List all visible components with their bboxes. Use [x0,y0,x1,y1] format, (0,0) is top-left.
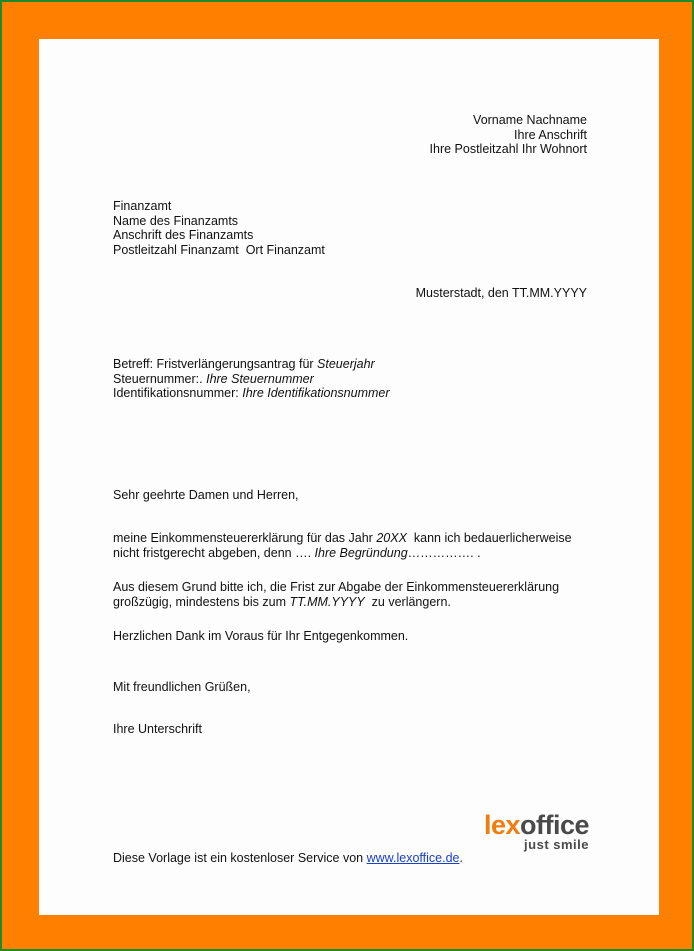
salutation [113,488,299,503]
date-text: Musterstadt, den TT.MM.YYYY [415,286,587,300]
para1-text-d: ……………. . [407,545,481,560]
id-label: Identifikationsnummer: [113,386,243,400]
para2-line-1: Aus diesem Grund bitte ich, die Frist zur Abgabe der Einkommensteuererklärung [113,580,560,594]
subject-steuernummer [113,372,390,387]
para1-reason: Ihre Begründung [314,545,408,560]
lexoffice-logo [444,812,589,852]
steuernummer-value: Ihre Steuernummer [206,371,314,386]
para2-date: TT.MM.YYYY [289,594,365,609]
recipient-line-3: Anschrift des Finanzamts [113,228,254,242]
footer-link[interactable]: www.lexoffice.de [366,851,460,865]
footer [113,851,463,866]
recipient-block [113,199,325,257]
para1-year: 20XX [376,531,407,545]
signature-text: Ihre Unterschrift [113,722,202,736]
recipient-line-4: Postleitzahl Finanzamt Ort Finanzamt [113,242,325,257]
paragraph-1 [113,531,572,560]
closing [113,680,251,695]
salutation-text: Sehr geehrte Damen und Herren, [113,488,299,502]
letter-page [39,39,659,915]
logo-office: office [519,810,589,840]
para1-line-1 [113,531,572,546]
footer-line [113,851,463,866]
subject-id [113,386,390,401]
signature [113,722,202,737]
para2-text-b: großzügig, mindestens bis zum [113,594,290,609]
closing-text: Mit freundlichen Grüßen, [113,680,251,694]
subject-betreff [113,357,390,372]
sender-block [430,113,587,157]
thanks [113,629,408,644]
recipient-line-2: Name des Finanzamts [113,213,239,228]
betreff-label: Betreff: Fristverlängerungsantrag für [113,357,318,371]
id-value: Ihre Identifikationsnummer [242,386,390,400]
para1-text-a: meine Einkommensteuererklärung für das Jahr [113,531,377,545]
recipient-line-1: Finanzamt [113,199,172,213]
para1-text-b: kann ich bedauerlicherweise [406,531,572,545]
sender-city: Ihre Postleitzahl Ihr Wohnort [429,142,587,156]
para1-text-c: nicht fristgerecht abgeben, denn …. [113,545,315,560]
para2-line-2 [113,595,559,610]
sender-name: Vorname Nachname [473,113,587,127]
steuernummer-label: Steuernummer:. [113,371,207,386]
footer-end: . [459,851,463,865]
orange-frame [2,2,692,949]
thanks-text: Herzlichen Dank im Voraus für Ihr Entgegenkommen. [113,629,409,643]
paragraph-2 [113,580,559,609]
logo-tagline: just smile [524,837,589,852]
footer-text: Diese Vorlage ist ein kostenloser Service von [113,851,367,865]
para2-text-c: zu verlängern. [364,594,451,609]
betreff-value: Steuerjahr [317,357,375,371]
para1-line-2 [113,546,572,561]
logo-lex: lex [483,810,520,840]
subject-block [113,357,390,401]
logo-wordmark [484,812,589,839]
date-line [416,286,587,301]
sender-address: Ihre Anschrift [514,127,587,142]
